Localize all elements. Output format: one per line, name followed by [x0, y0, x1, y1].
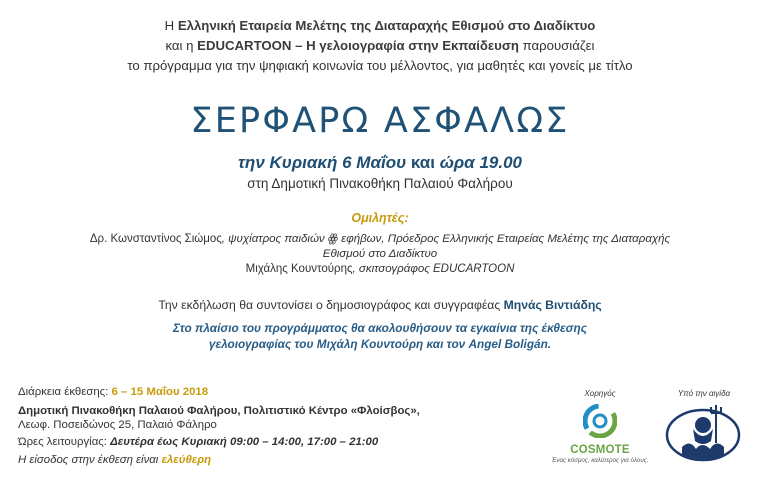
exhibition-address: Λεωφ. Ποσειδώνος 25, Παλαιό Φάληρο — [18, 418, 217, 431]
organizer-name: Ελληνική Εταιρεία Μελέτης της Διαταραχής Εθισμού στο Διαδίκτυο — [177, 18, 596, 33]
intro-line-1-pre: Η — [164, 18, 178, 33]
cosmote-swirl-icon — [583, 404, 617, 438]
poseidon-emblem-icon — [664, 403, 742, 463]
cosmote-logo — [548, 404, 652, 476]
entry-value: ελεύθερη — [161, 454, 212, 466]
speakers-heading: Ομιλητές: — [351, 211, 409, 225]
cosmote-slogan: Ένας κόσμος, καλύτερος για όλους. — [551, 457, 649, 464]
speaker-1-role: , ψυχίατρος παιδιών ꙮ εφήβων, Πρόεδρος Ελληνικής Εταιρείας Μελέτης της Διαταραχής Εθισμού στο Διαδίκτυο — [221, 233, 671, 260]
exhibition-venue: Δημοτική Πινακοθήκη Παλαιού Φαλήρου, Πολιτιστικό Κέντρο «Φλοίσβος», — [18, 404, 420, 417]
duration-line — [18, 383, 420, 402]
speaker-1 — [80, 232, 680, 262]
entry-line — [18, 451, 420, 470]
sponsor-label: Χορηγός — [584, 389, 616, 398]
speaker-2-name: Μιχάλης Κουντούρης — [245, 263, 353, 275]
speaker-2-role: , σκιτσογράφος EDUCARTOON — [352, 263, 515, 275]
coordinator-line — [0, 298, 760, 312]
intro-line-1 — [0, 16, 760, 36]
intro-line-3: το πρόγραμμα για την ψηφιακή κοινωνία του μέλλοντος, για μαθητές και γονείς με τίτλο — [127, 58, 633, 73]
exhibition-info — [18, 383, 420, 470]
event-venue: στη Δημοτική Πινακοθήκη Παλαιού Φαλήρου — [247, 176, 513, 191]
intro-line-2 — [0, 36, 760, 56]
speaker-1-name: Δρ. Κωνσταντίνος Σιώμος — [89, 233, 222, 245]
event-date-joiner: και — [406, 153, 440, 172]
duration-value: 6 – 15 Μαΐου 2018 — [111, 386, 209, 398]
event-title: ΣΕΡΦΑΡΩ ΑΣΦΑΛΩΣ — [190, 101, 570, 141]
speakers-list — [80, 232, 680, 277]
event-date-time — [0, 153, 760, 173]
coordinator-name: Μηνάς Βιντιάδης — [503, 298, 602, 312]
intro-text — [0, 16, 760, 76]
coordinator-text: Την εκδήλωση θα συντονίσει ο δημοσιογράφος και συγγραφέας — [158, 298, 504, 312]
note-line-2: γελοιογραφίας του Μιχάλη Κουντούρη και τον Angel Boligán. — [208, 336, 552, 351]
cosmote-brand: COSMOTE — [570, 444, 630, 456]
educartoon-name: EDUCARTOON – Η γελοιογραφία στην Εκπαίδευση — [197, 38, 519, 53]
intro-line-2-pre: και η — [165, 38, 198, 53]
hours-value: Δευτέρα έως Κυριακή 09:00 – 14:00, 17:00 – 21:00 — [110, 435, 379, 448]
auspices-label: Υπό την αιγίδα — [677, 389, 731, 398]
event-date: την Κυριακή 6 Μαΐου — [237, 153, 407, 172]
exhibition-note — [0, 321, 760, 352]
hours-line — [18, 433, 420, 452]
event-time: ώρα 19.00 — [439, 153, 522, 172]
intro-line-2-post: παρουσιάζει — [518, 38, 595, 53]
municipality-emblem — [664, 403, 742, 463]
speaker-2 — [80, 262, 680, 277]
note-line-1: Στο πλαίσιο του προγράμματος θα ακολουθήσουν τα εγκαίνια της έκθεσης — [173, 321, 587, 335]
duration-label: Διάρκεια έκθεσης: — [18, 386, 112, 398]
entry-label: Η είσοδος στην έκθεση είναι — [18, 454, 162, 466]
hours-label: Ώρες λειτουργίας: — [18, 435, 111, 448]
